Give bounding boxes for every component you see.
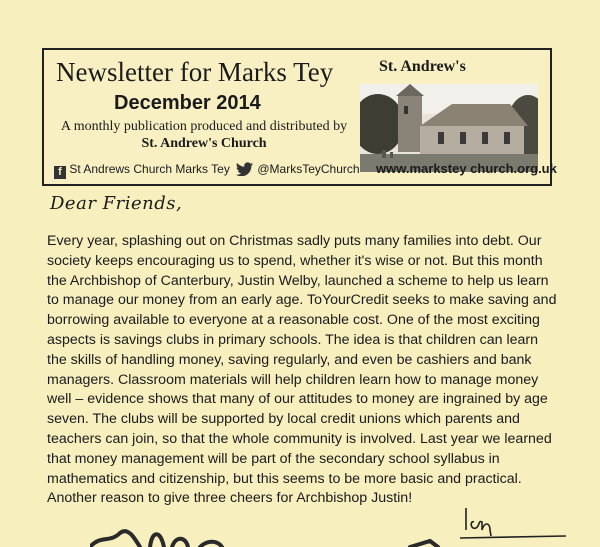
contact-row [54,161,557,179]
salutation: Dear Friends, [50,193,183,214]
church-credit: St. Andrew's Church [141,136,267,151]
facebook-icon: f [54,166,66,179]
website-link[interactable]: www.markstey church.org.uk [376,161,557,176]
letter-paragraph: Every year, splashing out on Christmas sadly puts many families into debt. Our society keeps encouraging us to spend, whether it's wise or not. But this month the Archbishop of Canterbury, Justin Welby, launched a scheme to help us learn to manage our money from an early age. ToYourCredit seeks to make saving and borrowing available to everyone at a reasonable cost. One of the most exciting aspects is savings clubs in primary schools. The idea is that children can learn the skills of handling money, saving regularly, and even be cashiers and bank managers. Classroom materials will help children learn how to manage money well – evidence shows that many of our attitudes to money are ingrained by age seven. The clubs will be supported by local credit unions which parents and teachers can join, so that the whole community is involved. Last year we learned that money management will be part of the secondary school syllabus in mathematics and citizenship, but this seems to be more basic and practical. Another reason to give three cheers for Archbishop Justin! [47,233,557,507]
church-photo [360,84,538,172]
decorative-scribble [90,525,450,547]
handwritten-signature [458,500,568,540]
newsletter-header [42,48,557,186]
newsletter-title: Newsletter for Marks Tey [56,57,334,87]
facebook-link[interactable]: St Andrews Church Marks Tey [69,162,230,176]
twitter-link[interactable]: @MarksTeyChurch [257,162,360,176]
letter-body [47,232,559,509]
twitter-bird-icon [236,162,254,176]
church-photo-illustration [360,84,538,172]
publication-description [56,118,352,152]
issue-month: December 2014 [114,92,261,114]
church-name: St. Andrew's [379,58,466,75]
description-text: A monthly publication produced and distributed by [60,119,348,134]
twitter-handle-group [236,162,360,176]
